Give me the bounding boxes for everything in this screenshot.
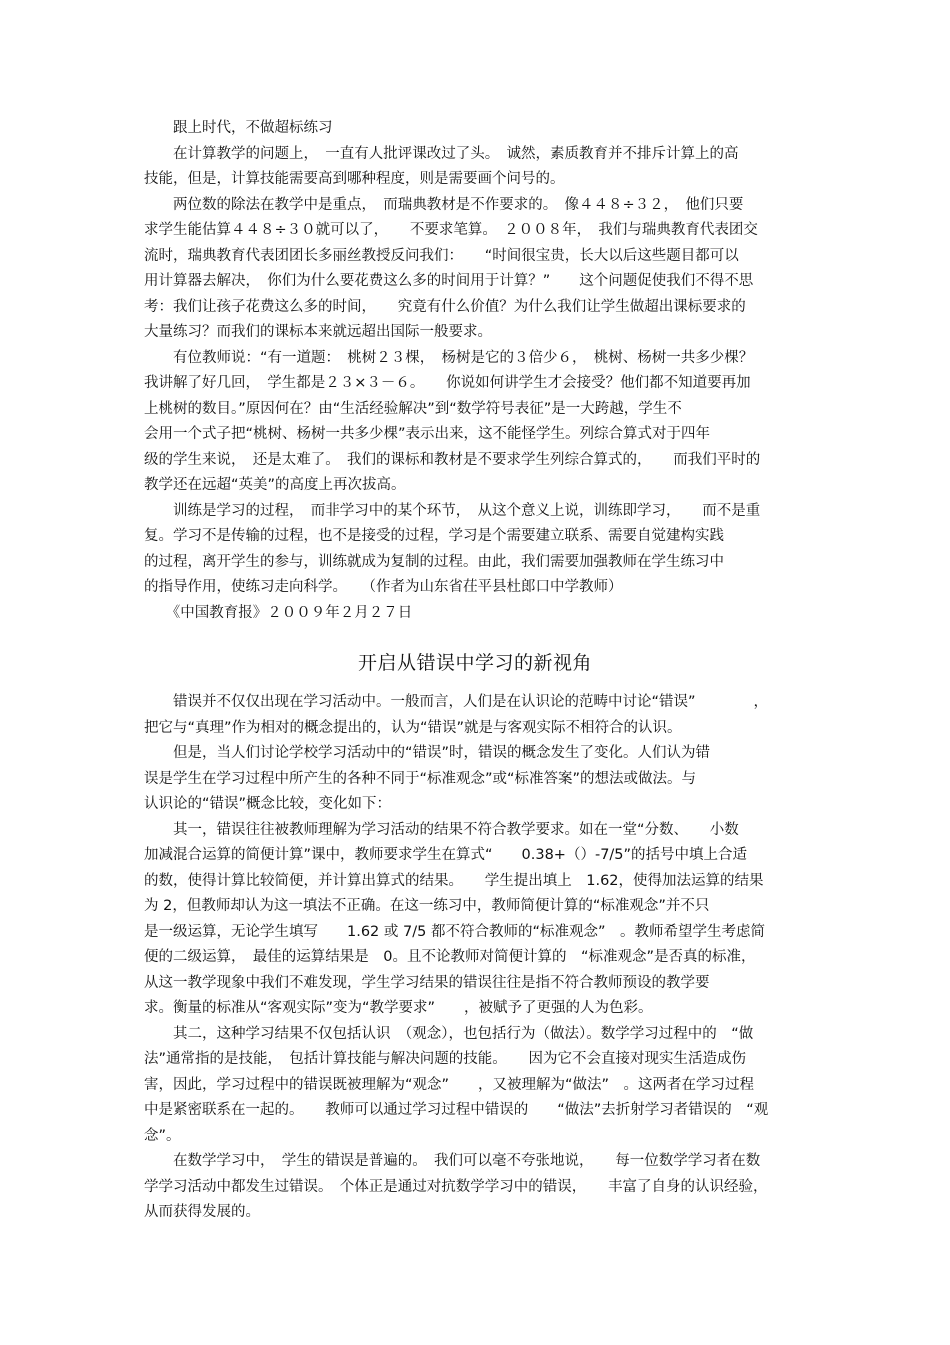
- text-line: 害，因此，学习过程中的错误既被理解为“观念” ，又被理解为“做法” 。这两者在学习过程: [144, 1076, 755, 1093]
- text-line: 从这一教学现象中我们不难发现，学生学习结果的错误往往是指不符合教师预设的教学要: [144, 974, 710, 991]
- article-continuation: [144, 116, 806, 626]
- text-line: 从而获得发展的。: [144, 1204, 260, 1220]
- text-line: 上桃树的数目。”原因何在？由“生活经验解决”到“数学符号表征”是一大跨越，学生不: [144, 400, 682, 417]
- text-line: 把它与“真理”作为相对的概念提出的，认为“错误”就是与客观实际不相符合的认识。: [144, 719, 682, 736]
- text-line: 级的学生来说， 还是太难了。 我们的课标和教材是不要求学生列综合算式的， 而我们平时的: [144, 451, 761, 468]
- text-line: 我讲解了好几回， 学生都是２３×３－６。 你说如何讲学生才会接受？他们都不知道要再加: [144, 375, 751, 391]
- text-line: 法”通常指的是技能， 包括计算技能与解决问题的技能。 因为它不会直接对现实生活造成伤: [144, 1051, 747, 1067]
- text-line: 在计算教学的问题上， 一直有人批评课改过了头。 诚然，素质教育并不排斥计算上的高: [144, 145, 739, 162]
- text-line: 为 2，但教师却认为这一填法不正确。在这一练习中，教师简便计算的“标准观念”并不只: [144, 898, 710, 914]
- text-line: 两位数的除法在教学中是重点， 而瑞典教材是不作要求的。 像４４８÷３２， 他们只要: [144, 196, 744, 213]
- text-line: 用计算器去解决， 你们为什么要花费这么多的时间用于计算？” 这个问题促使我们不得不思: [144, 273, 754, 289]
- text-line: 会用一个式子把“桃树、杨树一共多少棵”表示出来，这不能怪学生。列综合算式对于四年: [144, 426, 711, 442]
- text-line: 跟上时代，不做超标练习: [144, 120, 333, 136]
- text-line: 流时，瑞典教育代表团团长多丽丝教授反问我们： “时间很宝贵，长大以后这些题目都可以: [144, 247, 739, 264]
- text-line: 技能，但是，计算技能需要高到哪种程度，则是需要画个问号的。: [144, 171, 565, 187]
- text-line: 在数学学习中， 学生的错误是普遍的。 我们可以毫不夸张地说， 每一位数学学习者在数: [144, 1153, 761, 1169]
- text-line: 学学习活动中都发生过错误。 个体正是通过对抗数学学习中的错误， 丰富了自身的认识经验，: [144, 1178, 768, 1195]
- text-line: 加减混合运算的简便计算”课中，教师要求学生在算式“ 0.38+（）-7/5”的括号中填上合适: [144, 847, 748, 863]
- text-line: 念”。: [144, 1127, 181, 1144]
- source-citation: 《中国教育报》２００９年２月２７日: [144, 604, 413, 621]
- text-line: 是一级运算，无论学生填写 1.62 或 7/5 都不符合教师的“标准观念” 。教师希望学生考虑简: [144, 923, 765, 940]
- text-line: 求学生能估算４４８÷３０就可以了， 不要求笔算。 ２００８年， 我们与瑞典教育代表团交: [144, 222, 758, 238]
- text-line: 考：我们让孩子花费这么多的时间， 究竟有什么价值？为什么我们让学生做超出课标要求的: [144, 298, 746, 315]
- text-line: 有位教师说：“有一道题： 桃树２３棵， 杨树是它的３倍少６， 桃树、杨树一共多少棵？: [144, 349, 754, 366]
- article-title: 开启从错误中学习的新视角: [357, 652, 592, 674]
- article-body: [144, 690, 806, 1226]
- text-line: 但是，当人们讨论学校学习活动中的“错误”时，错误的概念发生了变化。人们认为错: [144, 745, 711, 761]
- text-line: 错误并不仅仅出现在学习活动中。一般而言，人们是在认识论的范畴中讨论“错误” ，: [144, 694, 769, 710]
- text-line: 的数，使得计算比较简便，并计算出算式的结果。 学生提出填上 1.62，使得加法运算的结果: [144, 872, 764, 889]
- text-line: 其二，这种学习结果不仅包括认识 （观念），也包括行为（做法）。数学学习过程中的 “做: [144, 1025, 754, 1042]
- text-line: 其一，错误往往被教师理解为学习活动的结果不符合教学要求。如在一堂“分数、 小数: [144, 821, 739, 838]
- text-line: 误是学生在学习过程中所产生的各种不同于“标准观念”或“标准答案”的想法或做法。与: [144, 770, 697, 787]
- text-line: 的指导作用，使练习走向科学。 （作者为山东省茌平县杜郎口中学教师）: [144, 579, 623, 595]
- text-line: 大量练习？而我们的课标本来就远超出国际一般要求。: [144, 324, 492, 340]
- text-line: 复。学习不是传输的过程，也不是接受的过程，学习是个需要建立联系、需要自觉建构实践: [144, 528, 724, 544]
- text-line: 训练是学习的过程， 而非学习中的某个环节， 从这个意义上说，训练即学习， 而不是重: [144, 502, 761, 519]
- text-line: 教学还在远超“英美”的高度上再次拔高。: [144, 477, 406, 493]
- text-line: 求。衡量的标准从“客观实际”变为“教学要求” ，被赋予了更强的人为色彩。: [144, 1000, 653, 1016]
- text-line: 认识论的“错误”概念比较，变化如下：: [144, 796, 392, 812]
- text-line: 中是紧密联系在一起的。 教师可以通过学习过程中错误的 “做法”去折射学习者错误的 “观: [144, 1102, 769, 1118]
- text-line: 便的二级运算， 最佳的运算结果是 0。且不论教师对简便计算的 “标准观念”是否真的标准，: [144, 949, 756, 965]
- text-line: 的过程，离开学生的参与，训练就成为复制的过程。由此，我们需要加强教师在学生练习中: [144, 553, 724, 570]
